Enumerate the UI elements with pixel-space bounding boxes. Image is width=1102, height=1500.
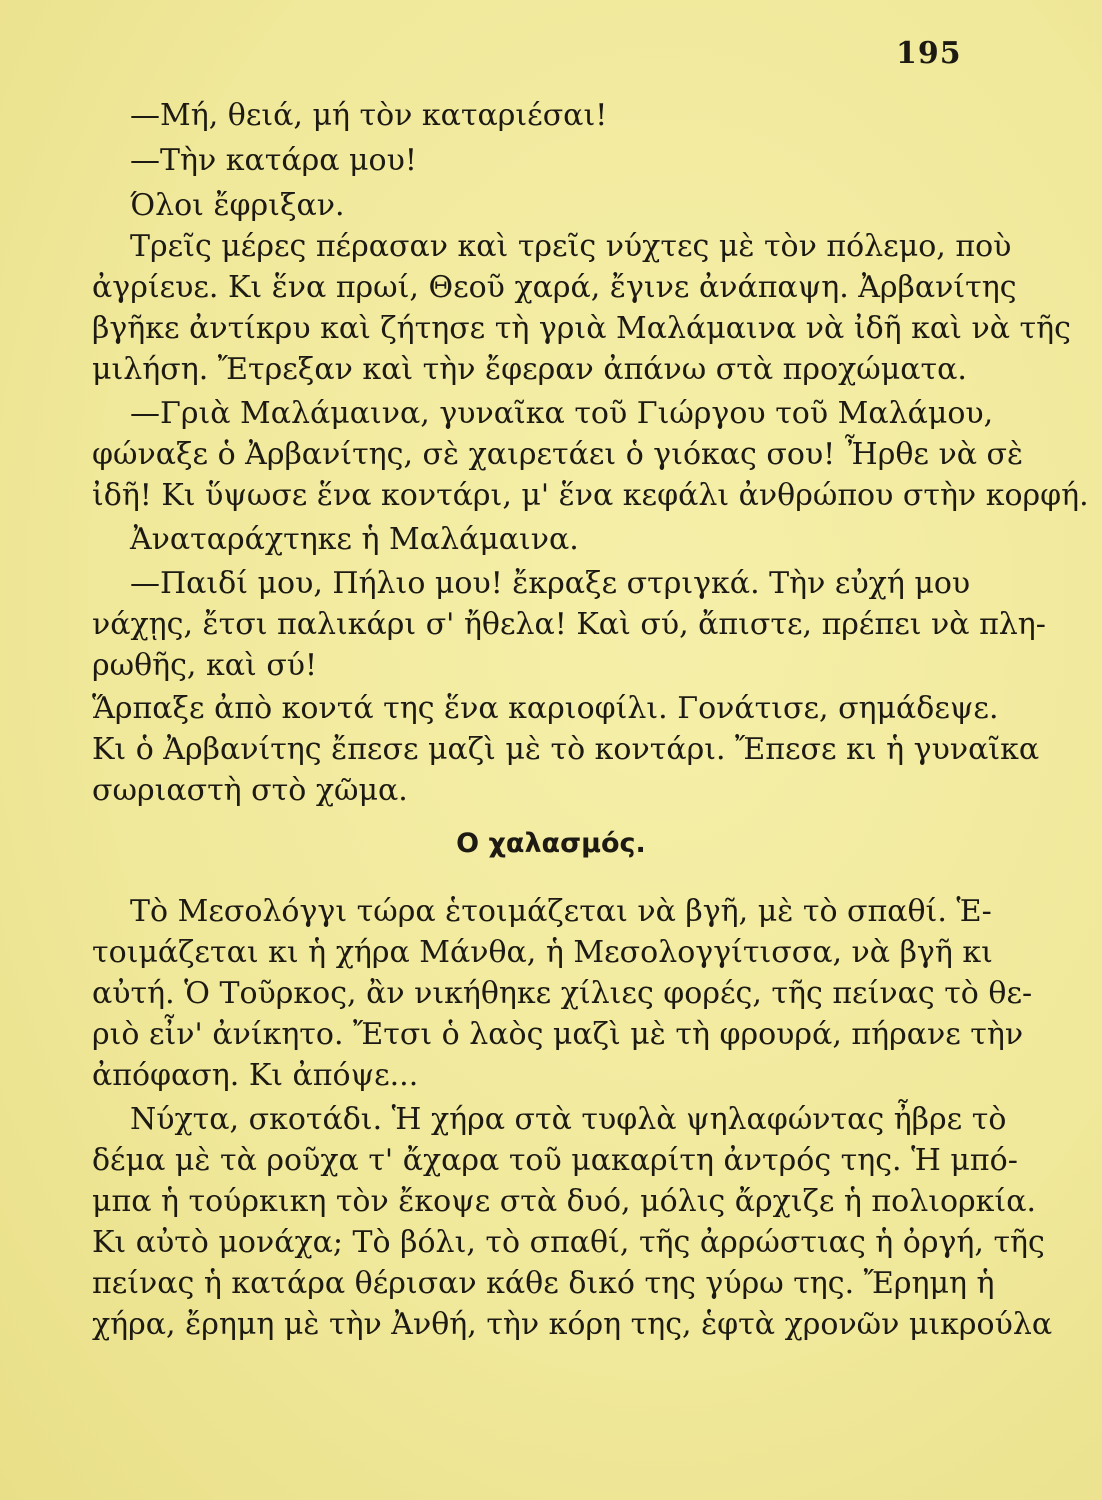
text-line: Ἅρπαξε ἀπὸ κοντά της ἕνα καριοφίλι. Γονάτισε, σημάδεψε. <box>92 691 999 726</box>
text-line: φώναξε ὁ Ἀρβανίτης, σὲ χαιρετάει ὁ γιόκας σου! Ἦρθε νὰ σὲ <box>92 437 1024 472</box>
text-line: Όλοι ἔφριξαν. <box>130 188 345 223</box>
text-line: τοιμάζεται κι ἡ χήρα Μάνθα, ἡ Μεσολογγίτισσα, νὰ βγῆ κι <box>92 935 993 970</box>
text-line: μπα ἡ τούρκικη τὸν ἔκοψε στὰ δυό, μόλις ἄρχιζε ἡ πολιορκία. <box>92 1184 1036 1219</box>
text-line: βγῆκε ἀντίκρυ καὶ ζήτησε τὴ γριὰ Μαλάμαινα νὰ ἰδῆ καὶ νὰ τῆς <box>92 311 1071 346</box>
text-line: —Μή, θειά, μή τὸν καταριέσαι! <box>130 98 608 133</box>
text-line: ἀγρίευε. Κι ἕνα πρωί, Θεοῦ χαρά, ἔγινε ἀνάπαψη. Ἀρβανίτης <box>92 270 1017 305</box>
text-line: χήρα, ἔρημη μὲ τὴν Ἀνθή, τὴν κόρη της, ἑφτὰ χρονῶν μικρούλα <box>92 1307 1053 1342</box>
text-line: —Γριὰ Μαλάμαινα, γυναῖκα τοῦ Γιώργου τοῦ Μαλάμου, <box>130 396 994 431</box>
text-line: δέμα μὲ τὰ ροῦχα τ' ἄχαρα τοῦ μακαρίτη ἀντρός της. Ἡ μπό- <box>92 1143 1018 1178</box>
text-line: —Παιδί μου, Πήλιο μου! ἔκραξε στριγκά. Τὴν εὐχή μου <box>130 566 971 601</box>
text-line: μιλήση. Ἔτρεξαν καὶ τὴν ἔφεραν ἀπάνω στὰ προχώματα. <box>92 352 967 387</box>
text-line: πείνας ἡ κατάρα θέρισαν κάθε δικό της γύρω της. Ἔρημη ἡ <box>92 1266 995 1301</box>
text-line: —Τὴν κατάρα μου! <box>130 143 417 178</box>
text-line: ἀπόφαση. Κι ἀπόψε... <box>92 1058 419 1093</box>
text-line: ριὸ εἶν' ἀνίκητο. Ἔτσι ὁ λαὸς μαζὶ μὲ τὴ φρουρά, πήρανε τὴν <box>92 1017 1024 1052</box>
text-line: ἰδῆ! Κι ὕψωσε ἕνα κοντάρι, μ' ἕνα κεφάλι ἀνθρώπου στὴν κορφή. <box>92 478 1089 513</box>
text-line: αὐτή. Ὁ Τοῦρκος, ἂν νικήθηκε χίλιες φορές, τῆς πείνας τὸ θε- <box>92 976 1033 1011</box>
text-line: Νύχτα, σκοτάδι. Ἡ χήρα στὰ τυφλὰ ψηλαφώντας ἦβρε τὸ <box>130 1102 1007 1137</box>
page-number: 195 <box>896 36 962 71</box>
text-line: Τὸ Μεσολόγγι τώρα ἑτοιμάζεται νὰ βγῆ, μὲ τὸ σπαθί. Ἑ- <box>130 894 992 929</box>
text-line: Ἀναταράχτηκε ἡ Μαλάμαινα. <box>130 522 579 557</box>
text-line: σωριαστὴ στὸ χῶμα. <box>92 773 408 808</box>
text-line: νάχῃς, ἔτσι παλικάρι σ' ἤθελα! Καὶ σύ, ἄπιστε, πρέπει νὰ πλη- <box>92 607 1046 642</box>
text-line: Τρεῖς μέρες πέρασαν καὶ τρεῖς νύχτες μὲ τὸν πόλεμο, ποὺ <box>130 229 1012 264</box>
text-line: ρωθῆς, καὶ σύ! <box>92 648 318 683</box>
text-line: Κι αὐτὸ μονάχα; Τὸ βόλι, τὸ σπαθί, τῆς ἀρρώστιας ἡ ὀργή, τῆς <box>92 1225 1045 1260</box>
section-heading: Ο χαλασμός. <box>456 828 646 859</box>
text-line: Κι ὁ Ἀρβανίτης ἔπεσε μαζὶ μὲ τὸ κοντάρι. Ἔπεσε κι ἡ γυναῖκα <box>92 732 1040 767</box>
